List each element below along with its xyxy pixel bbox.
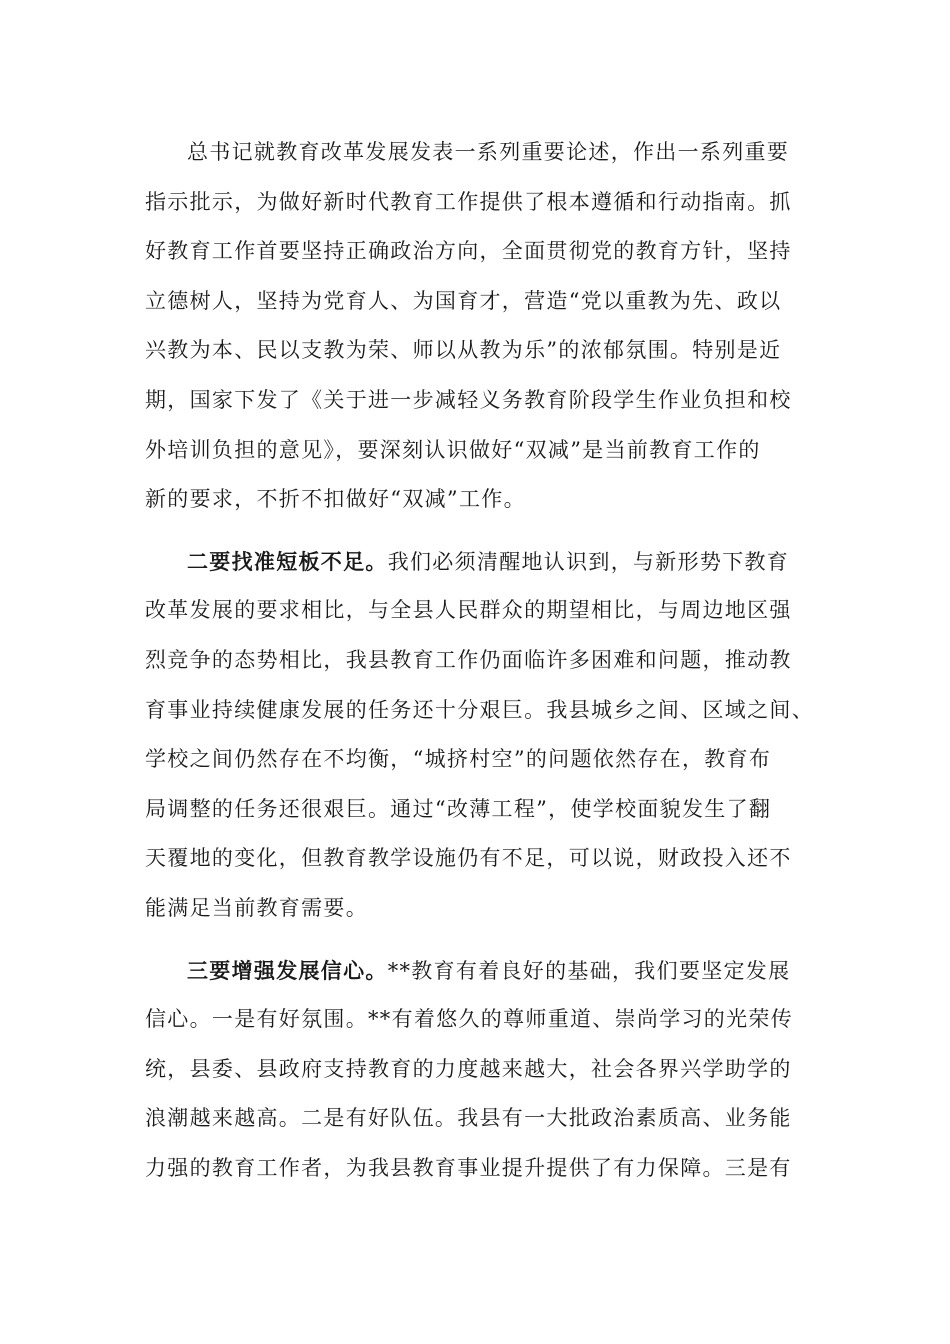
paragraph-heading: 三要增强发展信心。: [187, 957, 388, 983]
text-line: 能满足当前教育需要。: [145, 895, 368, 920]
text-line: 指示批示，为做好新时代教育工作提供了根本遵循和行动指南。抓: [145, 189, 792, 214]
text-line: 育事业持续健康发展的任务还十分艰巨。我县城乡之间、区域之间、: [145, 697, 814, 722]
text-line: [145, 537, 810, 587]
text-line: 浪潮越来越高。二是有好队伍。我县有一大批政治素质高、业务能: [145, 1106, 792, 1131]
text-line: 学校之间仍然存在不均衡，“城挤村空”的问题依然存在，教育布: [145, 747, 772, 772]
text-run: **教育有着良好的基础，我们要坚定发展: [387, 958, 791, 983]
body-text: [145, 128, 814, 1193]
text-line: 烈竞争的态势相比，我县教育工作仍面临许多困难和问题，推动教: [145, 647, 792, 672]
text-line: 好教育工作首要坚持正确政治方向，全面贯彻党的教育方针，坚持: [145, 239, 792, 264]
paragraph: [145, 946, 810, 1194]
text-run: 我们必须清醒地认识到，与新形势下教育: [387, 549, 790, 574]
paragraph: [145, 128, 810, 525]
text-line: 新的要求，不折不扣做好“双减”工作。: [145, 487, 526, 512]
text-line: 统，县委、县政府支持教育的力度越来越大，社会各界兴学助学的: [145, 1056, 792, 1081]
text-line: 总书记就教育改革发展发表一系列重要论述，作出一系列重要: [187, 140, 790, 164]
text-line: 立德树人，坚持为党育人、为国育才，营造“党以重教为先、政以: [145, 288, 782, 313]
text-line: [145, 946, 810, 996]
text-line: 期，国家下发了《关于进一步减轻义务教育阶段学生作业负担和校: [145, 387, 792, 412]
text-line: 信心。一是有好氛围。**有着悠久的尊师重道、崇尚学习的光荣传: [145, 1007, 793, 1032]
text-line: 兴教为本、民以支教为荣、师以从教为乐”的浓郁氛围。特别是近: [145, 338, 782, 363]
text-line: 外培训负担的意见》，要深刻认识做好“双减”是当前教育工作的: [145, 437, 761, 462]
paragraph-heading: 二要找准短板不足。: [187, 548, 388, 574]
paragraph: [145, 537, 814, 934]
text-line: 局调整的任务还很艰巨。通过“改薄工程”，使学校面貌发生了翻: [145, 796, 772, 821]
text-line: 改革发展的要求相比，与全县人民群众的期望相比，与周边地区强: [145, 598, 792, 623]
text-line: 力强的教育工作者，为我县教育事业提升提供了有力保障。三是有: [145, 1155, 792, 1180]
text-line: 天覆地的变化，但教育教学设施仍有不足，可以说，财政投入还不: [145, 846, 792, 871]
